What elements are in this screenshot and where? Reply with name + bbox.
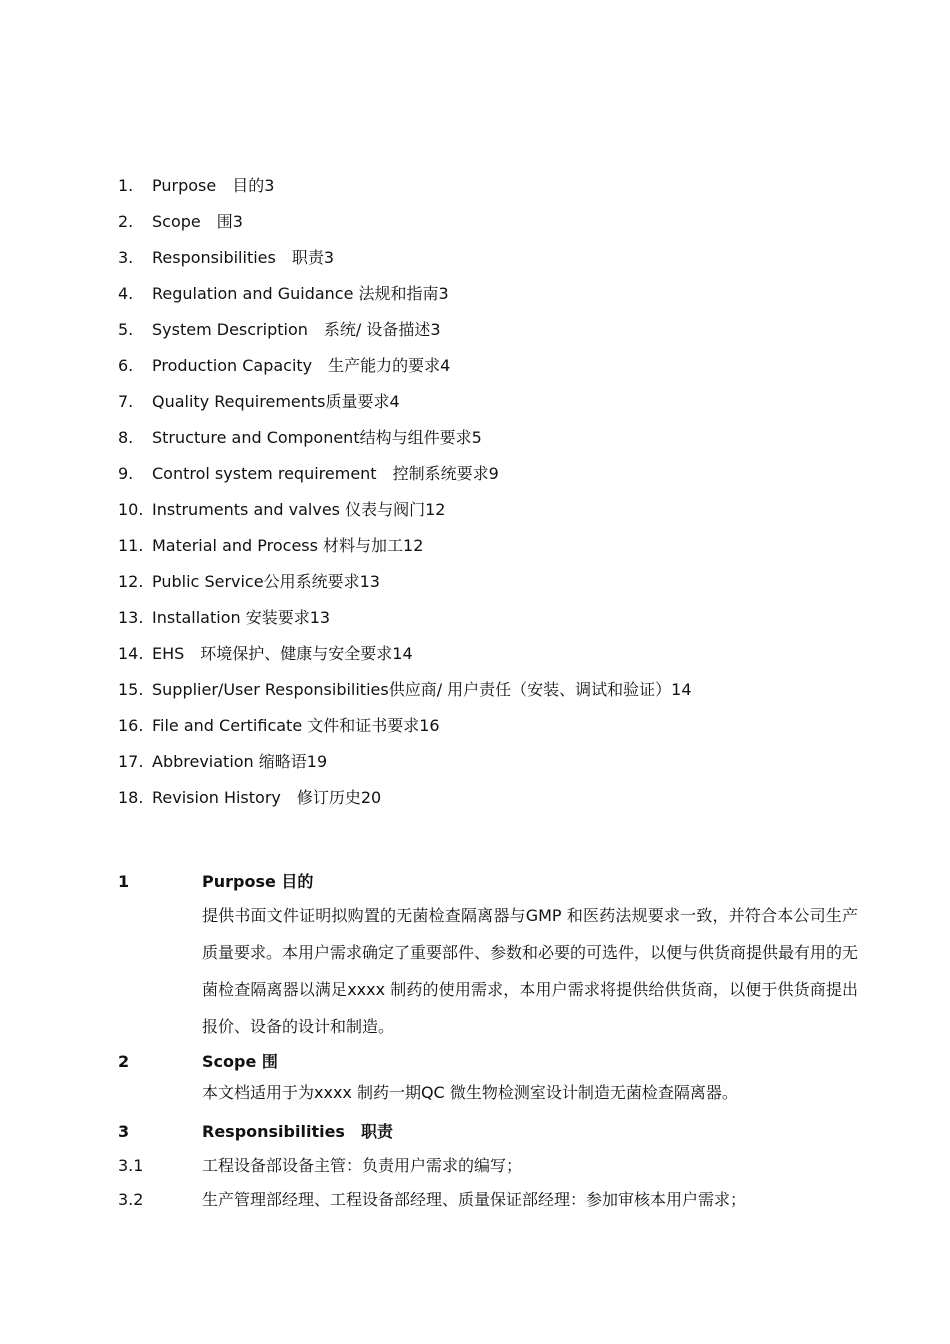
toc-item-text: Instruments and valves 仪表与阀门12 xyxy=(152,500,446,519)
section-title: Purpose 目的 xyxy=(202,872,314,891)
toc-item-number: 3. xyxy=(118,248,134,267)
toc-item-number: 2. xyxy=(118,212,134,231)
item-number: 3.2 xyxy=(118,1190,144,1209)
toc-item[interactable] xyxy=(118,462,692,498)
toc-item-number: 1. xyxy=(118,176,134,195)
toc-item-text: Structure and Component结构与组件要求5 xyxy=(152,428,482,447)
toc-item-number: 17. xyxy=(118,752,144,771)
section-responsibilities xyxy=(118,1120,858,1212)
toc-item-text: System Description 系统/ 设备描述3 xyxy=(152,320,441,339)
toc-item-text: Supplier/User Responsibilities供应商/ 用户责任（安装、调试和验证）14 xyxy=(152,680,692,699)
toc-item[interactable] xyxy=(118,210,692,246)
toc-item[interactable] xyxy=(118,606,692,642)
section-heading xyxy=(118,1050,858,1074)
toc-item[interactable] xyxy=(118,570,692,606)
toc-item-text: Quality Requirements质量要求4 xyxy=(152,392,400,411)
toc-item-number: 18. xyxy=(118,788,144,807)
toc-item[interactable] xyxy=(118,390,692,426)
toc-item-number: 15. xyxy=(118,680,144,699)
toc-item-number: 8. xyxy=(118,428,134,447)
toc-item-text: Responsibilities 职责3 xyxy=(152,248,335,267)
toc-item-text: Revision History 修订历史20 xyxy=(152,788,382,807)
toc-item-number: 5. xyxy=(118,320,134,339)
toc-item-number: 11. xyxy=(118,536,144,555)
toc-item[interactable] xyxy=(118,246,692,282)
toc-item-number: 7. xyxy=(118,392,134,411)
toc-item[interactable] xyxy=(118,426,692,462)
list-item xyxy=(118,1154,858,1178)
toc-item-text: Purpose 目的3 xyxy=(152,176,275,195)
toc-item[interactable] xyxy=(118,750,692,786)
toc-item-text: Public Service公用系统要求13 xyxy=(152,572,380,591)
toc-item-number: 12. xyxy=(118,572,144,591)
toc-item-text: Material and Process 材料与加工12 xyxy=(152,536,424,555)
section-heading xyxy=(118,870,858,894)
item-number: 3.1 xyxy=(118,1156,144,1175)
section-paragraph: 提供书面文件证明拟购置的无菌检查隔离器与GMP 和医药法规要求一致，并符合本公司生产质量要求。本用户需求确定了重要部件、参数和必要的可选件，以便与供货商提供最有用的无菌检查隔离器以满足xxxx 制药的使用需求，本用户需求将提供给供货商，以便于供货商提出报价、设备的设计和制造。 xyxy=(202,906,859,1036)
toc-item-number: 9. xyxy=(118,464,134,483)
toc-item[interactable] xyxy=(118,642,692,678)
section-title: Scope 围 xyxy=(202,1052,278,1071)
toc-item[interactable] xyxy=(118,786,692,822)
item-text: 工程设备部设备主管：负责用户需求的编写； xyxy=(202,1156,523,1175)
toc-item-number: 14. xyxy=(118,644,144,663)
toc-item-number: 10. xyxy=(118,500,144,519)
toc-item-text: Control system requirement 控制系统要求9 xyxy=(152,464,499,483)
section-number: 3 xyxy=(118,1122,130,1141)
toc-item[interactable] xyxy=(118,678,692,714)
toc-item-text: File and Certificate 文件和证书要求16 xyxy=(152,716,440,735)
table-of-contents xyxy=(118,174,692,822)
list-item xyxy=(118,1188,858,1212)
section-scope xyxy=(118,1050,858,1111)
toc-item[interactable] xyxy=(118,534,692,570)
toc-item-number: 13. xyxy=(118,608,144,627)
section-number: 2 xyxy=(118,1052,130,1071)
section-heading xyxy=(118,1120,858,1144)
toc-item-text: Regulation and Guidance 法规和指南3 xyxy=(152,284,449,303)
toc-item[interactable] xyxy=(118,498,692,534)
section-number: 1 xyxy=(118,872,130,891)
section-title: Responsibilities 职责 xyxy=(202,1122,393,1141)
toc-item-text: Scope 围3 xyxy=(152,212,243,231)
toc-item[interactable] xyxy=(118,282,692,318)
toc-item-text: Abbreviation 缩略语19 xyxy=(152,752,328,771)
section-purpose xyxy=(118,870,858,1045)
toc-item[interactable] xyxy=(118,354,692,390)
toc-item-number: 6. xyxy=(118,356,134,375)
section-paragraph: 本文档适用于为xxxx 制药一期QC 微生物检测室设计制造无菌检查隔离器。 xyxy=(202,1083,738,1102)
toc-item-text: EHS 环境保护、健康与安全要求14 xyxy=(152,644,413,663)
toc-item[interactable] xyxy=(118,318,692,354)
toc-item-number: 16. xyxy=(118,716,144,735)
toc-item-number: 4. xyxy=(118,284,134,303)
toc-item[interactable] xyxy=(118,714,692,750)
toc-item-text: Installation 安装要求13 xyxy=(152,608,331,627)
toc-item[interactable] xyxy=(118,174,692,210)
item-text: 生产管理部经理、工程设备部经理、质量保证部经理：参加审核本用户需求； xyxy=(202,1190,747,1209)
toc-item-text: Production Capacity 生产能力的要求4 xyxy=(152,356,451,375)
